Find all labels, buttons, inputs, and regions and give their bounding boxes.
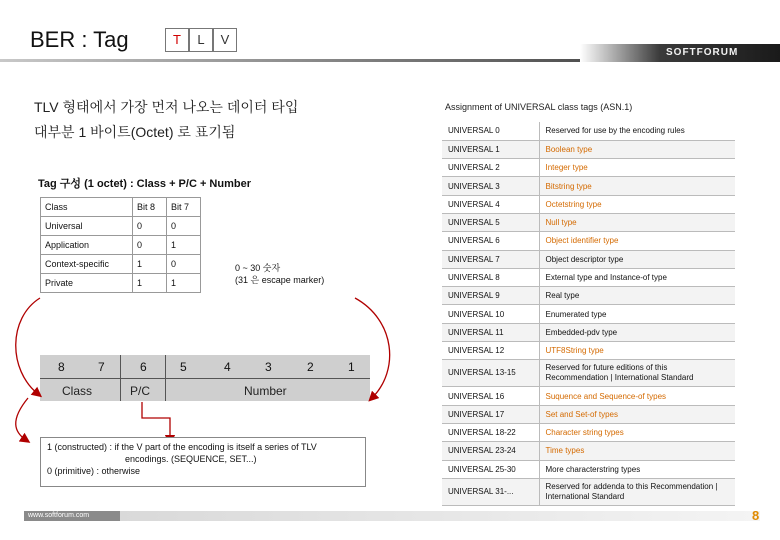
tag-description-cell: Boolean type <box>539 140 735 158</box>
table-row <box>442 478 735 505</box>
class-field-label: Class <box>62 384 93 398</box>
table-header-cell: Bit 8 <box>133 198 167 217</box>
tag-description-cell: Enumerated type <box>539 305 735 323</box>
tag-name-cell: UNIVERSAL 5 <box>442 213 539 231</box>
tag-name-cell: UNIVERSAL 10 <box>442 305 539 323</box>
tag-description-cell: Reserved for use by the encoding rules <box>539 122 735 140</box>
bit-1-label: 1 <box>348 360 355 374</box>
table-cell: 1 <box>133 274 167 293</box>
bit-5-label: 5 <box>180 360 187 374</box>
tag-name-cell: UNIVERSAL 18-22 <box>442 423 539 441</box>
table-cell: 0 <box>133 236 167 255</box>
tag-name-cell: UNIVERSAL 25-30 <box>442 460 539 478</box>
table-cell: 1 <box>167 274 201 293</box>
intro-line-2: 대부분 1 바이트(Octet) 로 표기됨 <box>34 124 236 140</box>
number-field-label: Number <box>244 384 287 398</box>
tlv-l-box: L <box>189 28 213 52</box>
constructed-line-cont: encodings. (SEQUENCE, SET...) <box>125 454 257 464</box>
table-cell: 1 <box>133 255 167 274</box>
tag-name-cell: UNIVERSAL 2 <box>442 159 539 177</box>
tag-description-cell: Object descriptor type <box>539 250 735 268</box>
bit-8-label: 8 <box>58 360 65 374</box>
table-cell: 0 <box>167 255 201 274</box>
table-header-cell: Class <box>41 198 133 217</box>
table-row <box>442 387 735 405</box>
assignment-title: Assignment of UNIVERSAL class tags (ASN.1) <box>445 102 633 112</box>
table-row <box>442 213 735 231</box>
bit-3-label: 3 <box>265 360 272 374</box>
pc-note-arrow <box>142 402 170 440</box>
tag-description-cell: Embedded-pdv type <box>539 323 735 341</box>
table-row <box>442 122 735 140</box>
bit-6-label: 6 <box>140 360 147 374</box>
bit-4-label: 4 <box>224 360 231 374</box>
table-row <box>442 423 735 441</box>
primitive-line: 0 (primitive) : otherwise <box>47 466 141 476</box>
tag-name-cell: UNIVERSAL 3 <box>442 177 539 195</box>
tag-description-cell: Real type <box>539 287 735 305</box>
tag-name-cell: UNIVERSAL 31-... <box>442 478 539 505</box>
number-arrow <box>355 298 390 398</box>
table-row <box>442 460 735 478</box>
tag-name-cell: UNIVERSAL 4 <box>442 195 539 213</box>
table-row <box>442 140 735 158</box>
tag-name-cell: UNIVERSAL 1 <box>442 140 539 158</box>
constructed-line: 1 (constructed) : if the V part of the encoding is itself a series of TLV <box>47 442 317 452</box>
bit-7-label: 7 <box>98 360 105 374</box>
tag-name-cell: UNIVERSAL 12 <box>442 342 539 360</box>
tag-name-cell: UNIVERSAL 7 <box>442 250 539 268</box>
tag-name-cell: UNIVERSAL 23-24 <box>442 442 539 460</box>
table-row <box>442 177 735 195</box>
table-row <box>442 195 735 213</box>
tag-description-cell: Object identifier type <box>539 232 735 250</box>
tag-description-cell: Set and Set-of types <box>539 405 735 423</box>
intro-line-1: TLV 형태에서 가장 먼저 나오는 데이터 타입 <box>34 99 299 115</box>
table-row <box>442 323 735 341</box>
tag-description-cell: Null type <box>539 213 735 231</box>
tag-description-cell: Time types <box>539 442 735 460</box>
table-cell: 0 <box>133 217 167 236</box>
footer-url: www.softforum.com <box>28 512 90 519</box>
table-cell: Application <box>41 236 133 255</box>
tag-definition: Tag 구성 (1 octet) : Class + P/C + Number <box>38 178 251 190</box>
tag-name-cell: UNIVERSAL 16 <box>442 387 539 405</box>
tag-description-cell: UTF8String type <box>539 342 735 360</box>
tag-name-cell: UNIVERSAL 17 <box>442 405 539 423</box>
construct-note <box>40 437 366 487</box>
softforum-logo: SOFTFORUM <box>666 47 739 58</box>
tag-name-cell: UNIVERSAL 11 <box>442 323 539 341</box>
page-number: 8 <box>752 508 760 523</box>
tag-name-cell: UNIVERSAL 13-15 <box>442 360 539 387</box>
tag-name-cell: UNIVERSAL 9 <box>442 287 539 305</box>
tag-description-cell: Reserved for addenda to this Recommendation | International Standard <box>539 478 735 505</box>
table-header-cell: Bit 7 <box>167 198 201 217</box>
table-row <box>442 250 735 268</box>
tag-description-cell: Character string types <box>539 423 735 441</box>
pc-field-label: P/C <box>130 384 151 398</box>
number-range-line: 0 ~ 30 숫자 <box>235 263 281 273</box>
tag-description-cell: More characterstring types <box>539 460 735 478</box>
tag-name-cell: UNIVERSAL 8 <box>442 268 539 286</box>
page-title: BER : Tag <box>30 27 129 52</box>
table-row <box>442 232 735 250</box>
table-row <box>442 342 735 360</box>
table-cell: 1 <box>167 236 201 255</box>
table-cell: 0 <box>167 217 201 236</box>
tag-description-cell: External type and Instance-of type <box>539 268 735 286</box>
table-cell: Private <box>41 274 133 293</box>
table-row <box>442 405 735 423</box>
pc-note-arrow-left <box>16 398 28 440</box>
tag-description-cell: Reserved for future editions of this Recommendation | International Standard <box>539 360 735 387</box>
table-cell: Universal <box>41 217 133 236</box>
table-row <box>442 305 735 323</box>
tag-description-cell: Integer type <box>539 159 735 177</box>
tag-description-cell: Bitstring type <box>539 177 735 195</box>
bit-2-label: 2 <box>307 360 314 374</box>
tlv-t-box: T <box>165 28 189 52</box>
footer-band <box>120 511 760 521</box>
universal-tags-table <box>442 122 735 506</box>
table-row <box>442 159 735 177</box>
table-row <box>442 442 735 460</box>
tag-name-cell: UNIVERSAL 6 <box>442 232 539 250</box>
table-cell: Context-specific <box>41 255 133 274</box>
table-row <box>442 360 735 387</box>
tag-description-cell: Suquence and Sequence-of types <box>539 387 735 405</box>
tag-description-cell: Octetstring type <box>539 195 735 213</box>
tag-name-cell: UNIVERSAL 0 <box>442 122 539 140</box>
tlv-v-box: V <box>213 28 237 52</box>
table-row <box>442 287 735 305</box>
escape-marker-line: (31 은 escape marker) <box>235 275 325 285</box>
class-arrow <box>16 298 40 394</box>
table-row <box>442 268 735 286</box>
